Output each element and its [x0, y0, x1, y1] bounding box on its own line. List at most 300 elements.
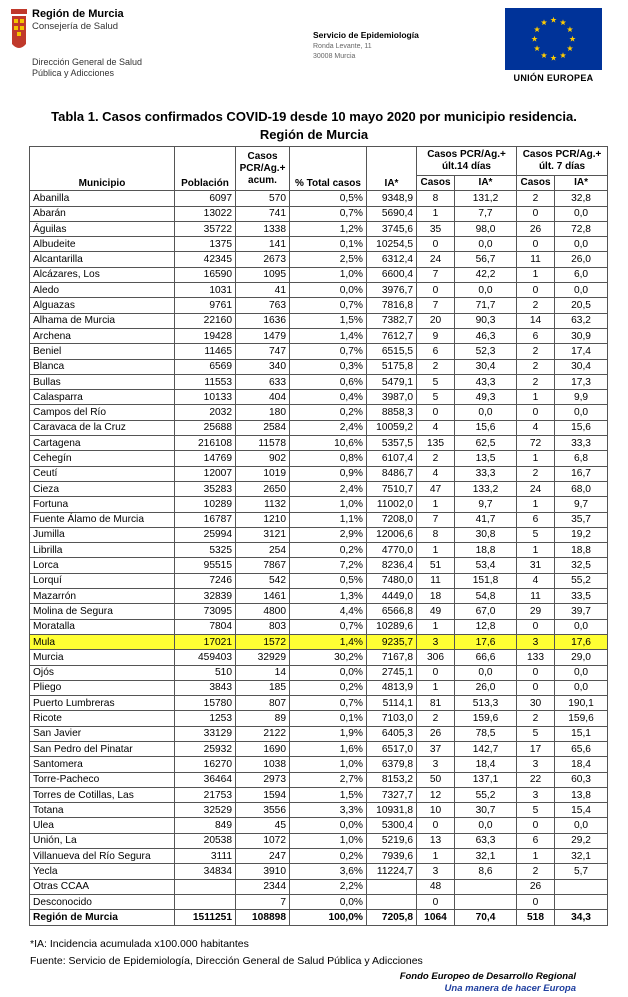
cell-pct-total: 0,9%: [290, 466, 367, 481]
table-row: [30, 894, 608, 909]
cell-pct-total: 0,2%: [290, 543, 367, 558]
cell-pct-total: 0,6%: [290, 374, 367, 389]
cell-ia: 8153,2: [367, 772, 417, 787]
cases-table: [29, 146, 608, 926]
cell-pct-total: 0,7%: [290, 619, 367, 634]
cell-casos-acum: 3556: [236, 803, 290, 818]
cell-poblacion: 35722: [175, 221, 236, 236]
cell-ia-14: 15,6: [455, 420, 517, 435]
cell-ia-7: 0,0: [555, 283, 608, 298]
cell-casos-14: 20: [417, 313, 455, 328]
cell-ia-14: 32,1: [455, 849, 517, 864]
cell-ia-7: 5,7: [555, 864, 608, 879]
service-address-line2: 30008 Murcia: [313, 53, 356, 60]
cell-municipio: Otras CCAA: [30, 879, 175, 894]
cell-casos-acum: 1572: [236, 634, 290, 649]
cell-casos-7: 0: [517, 894, 555, 909]
cell-pct-total: 0,1%: [290, 237, 367, 252]
cell-casos-7: 4: [517, 420, 555, 435]
cell-casos-acum: 1019: [236, 466, 290, 481]
cell-casos-7: 72: [517, 436, 555, 451]
cell-ia-7: [555, 894, 608, 909]
cell-ia-14: 159,6: [455, 711, 517, 726]
cell-ia-14: 62,5: [455, 436, 517, 451]
cell-municipio: Villanueva del Río Segura: [30, 849, 175, 864]
eu-flag-icon: [505, 8, 602, 70]
cell-pct-total: 3,3%: [290, 803, 367, 818]
cell-pct-total: 1,0%: [290, 757, 367, 772]
cell-ia: 10254,5: [367, 237, 417, 252]
org-directorate-line1: Dirección General de Salud: [32, 57, 143, 67]
cell-casos-14: 2: [417, 711, 455, 726]
service-address-line1: Ronda Levante, 11: [313, 43, 372, 50]
cell-ia-14: 70,4: [455, 910, 517, 925]
cell-ia: 9348,9: [367, 191, 417, 206]
cell-casos-14: 12: [417, 787, 455, 802]
cell-ia: 6312,4: [367, 252, 417, 267]
cell-ia-14: 49,3: [455, 390, 517, 405]
org-directorate-line2: Pública y Adicciones: [32, 68, 115, 78]
cell-pct-total: 1,5%: [290, 787, 367, 802]
cell-pct-total: 0,2%: [290, 680, 367, 695]
cell-ia-7: 13,8: [555, 787, 608, 802]
cell-ia-14: 42,2: [455, 267, 517, 282]
source-footnote: Fuente: Servicio de Epidemiología, Dirección General de Salud Pública y Adicciones: [30, 955, 423, 967]
cell-ia-7: 0,0: [555, 405, 608, 420]
cell-ia-14: 9,7: [455, 497, 517, 512]
cell-municipio: Torre-Pacheco: [30, 772, 175, 787]
cell-ia-7: 15,4: [555, 803, 608, 818]
table-row: [30, 237, 608, 252]
table-row: [30, 359, 608, 374]
table-row: [30, 619, 608, 634]
cell-ia: 5175,8: [367, 359, 417, 374]
cell-poblacion: 6569: [175, 359, 236, 374]
cell-ia: 8486,7: [367, 466, 417, 481]
cell-ia-14: 513,3: [455, 696, 517, 711]
cell-ia-14: 0,0: [455, 283, 517, 298]
cell-ia-14: 78,5: [455, 726, 517, 741]
feder-label: Fondo Europeo de Desarrollo Regional: [399, 971, 576, 982]
cell-ia-7: 0,0: [555, 619, 608, 634]
cell-ia-7: 39,7: [555, 604, 608, 619]
cell-casos-7: 2: [517, 298, 555, 313]
table-row: [30, 344, 608, 359]
cell-pct-total: 0,1%: [290, 711, 367, 726]
header-poblacion: Población: [175, 147, 236, 191]
cell-casos-acum: 542: [236, 573, 290, 588]
table-row: [30, 879, 608, 894]
cell-poblacion: [175, 894, 236, 909]
cell-casos-14: 2: [417, 359, 455, 374]
table-row: [30, 757, 608, 772]
cell-casos-acum: 741: [236, 206, 290, 221]
cell-ia-7: 0,0: [555, 206, 608, 221]
cell-casos-acum: 14: [236, 665, 290, 680]
header-ia: IA*: [367, 147, 417, 191]
cell-ia-7: 6,0: [555, 267, 608, 282]
cell-municipio: Ricote: [30, 711, 175, 726]
cell-ia: [367, 894, 417, 909]
cell-poblacion: 34834: [175, 864, 236, 879]
table-row: [30, 772, 608, 787]
cell-casos-14: 3: [417, 864, 455, 879]
cell-casos-14: 306: [417, 650, 455, 665]
cell-ia: 10289,6: [367, 619, 417, 634]
cell-casos-14: 37: [417, 741, 455, 756]
cell-poblacion: 5325: [175, 543, 236, 558]
cell-ia-7: 17,4: [555, 344, 608, 359]
cell-municipio: Abarán: [30, 206, 175, 221]
cell-pct-total: 0,4%: [290, 390, 367, 405]
cell-casos-14: 50: [417, 772, 455, 787]
cell-casos-acum: 763: [236, 298, 290, 313]
cell-ia-14: [455, 894, 517, 909]
cell-casos-7: 26: [517, 221, 555, 236]
cell-pct-total: 1,2%: [290, 221, 367, 236]
cell-ia: 3745,6: [367, 221, 417, 236]
cell-ia: 8858,3: [367, 405, 417, 420]
cell-poblacion: 216108: [175, 436, 236, 451]
cell-ia-7: 65,6: [555, 741, 608, 756]
cell-municipio: Águilas: [30, 221, 175, 236]
cell-poblacion: 1511251: [175, 910, 236, 925]
cell-casos-14: 9: [417, 328, 455, 343]
table-row: [30, 665, 608, 680]
cell-casos-14: 11: [417, 573, 455, 588]
cell-poblacion: 3111: [175, 849, 236, 864]
cell-ia: 4449,0: [367, 589, 417, 604]
cell-ia-14: 0,0: [455, 237, 517, 252]
cell-casos-14: 6: [417, 344, 455, 359]
table-row: [30, 221, 608, 236]
region-murcia-logo-icon: [10, 8, 28, 52]
cell-casos-acum: 902: [236, 451, 290, 466]
table-row: [30, 328, 608, 343]
cell-ia-14: 0,0: [455, 405, 517, 420]
cell-casos-7: 14: [517, 313, 555, 328]
table-row: [30, 864, 608, 879]
cell-ia-7: [555, 879, 608, 894]
cell-pct-total: 3,6%: [290, 864, 367, 879]
cell-casos-acum: 633: [236, 374, 290, 389]
cell-poblacion: 13022: [175, 206, 236, 221]
cell-ia-7: 29,2: [555, 833, 608, 848]
org-name: Región de Murcia: [32, 8, 124, 20]
cell-casos-14: 8: [417, 527, 455, 542]
cell-ia-7: 33,3: [555, 436, 608, 451]
cell-poblacion: 25932: [175, 741, 236, 756]
cell-casos-14: 7: [417, 298, 455, 313]
cell-casos-acum: 11578: [236, 436, 290, 451]
cell-casos-7: 2: [517, 864, 555, 879]
table-row: [30, 833, 608, 848]
cell-ia-7: 30,4: [555, 359, 608, 374]
cell-ia-14: 90,3: [455, 313, 517, 328]
cell-poblacion: 16590: [175, 267, 236, 282]
cell-casos-14: 8: [417, 191, 455, 206]
cell-municipio: Torres de Cotillas, Las: [30, 787, 175, 802]
cell-ia: 7816,8: [367, 298, 417, 313]
table-row: [30, 787, 608, 802]
cell-ia: 7103,0: [367, 711, 417, 726]
cell-poblacion: 16270: [175, 757, 236, 772]
cell-casos-14: 47: [417, 481, 455, 496]
cell-casos-acum: 1038: [236, 757, 290, 772]
cell-casos-7: 0: [517, 818, 555, 833]
cell-ia-14: 12,8: [455, 619, 517, 634]
cell-municipio: Calasparra: [30, 390, 175, 405]
cell-casos-7: 2: [517, 711, 555, 726]
cell-ia: 5114,1: [367, 696, 417, 711]
cell-municipio: Blanca: [30, 359, 175, 374]
cell-casos-14: 0: [417, 405, 455, 420]
cell-casos-acum: 141: [236, 237, 290, 252]
cell-casos-7: 133: [517, 650, 555, 665]
cell-ia-14: 26,0: [455, 680, 517, 695]
table-row: [30, 436, 608, 451]
table-row: [30, 543, 608, 558]
cell-casos-7: 26: [517, 879, 555, 894]
cell-casos-7: 1: [517, 497, 555, 512]
cell-ia-14: 142,7: [455, 741, 517, 756]
table-row: [30, 497, 608, 512]
cell-municipio: Murcia: [30, 650, 175, 665]
cell-casos-7: 30: [517, 696, 555, 711]
cell-poblacion: 1253: [175, 711, 236, 726]
cell-pct-total: 0,3%: [290, 359, 367, 374]
cell-ia-7: 0,0: [555, 665, 608, 680]
cell-ia-14: 151,8: [455, 573, 517, 588]
cell-casos-7: 3: [517, 634, 555, 649]
cell-casos-14: 5: [417, 374, 455, 389]
cell-poblacion: 21753: [175, 787, 236, 802]
cell-casos-14: 0: [417, 283, 455, 298]
table-row: [30, 910, 608, 925]
cell-casos-14: 49: [417, 604, 455, 619]
cell-poblacion: 73095: [175, 604, 236, 619]
cell-municipio: Moratalla: [30, 619, 175, 634]
cell-casos-14: 1: [417, 206, 455, 221]
table-row: [30, 741, 608, 756]
cell-ia-7: 0,0: [555, 818, 608, 833]
cell-casos-7: 0: [517, 619, 555, 634]
cell-municipio: Pliego: [30, 680, 175, 695]
cell-poblacion: 7246: [175, 573, 236, 588]
table-row: [30, 420, 608, 435]
header-group-14-days: Casos PCR/Ag.+ últ.14 días: [417, 147, 517, 176]
cell-pct-total: 0,5%: [290, 191, 367, 206]
cell-casos-14: 81: [417, 696, 455, 711]
cell-casos-acum: 1636: [236, 313, 290, 328]
cell-pct-total: 1,4%: [290, 328, 367, 343]
cell-casos-7: 17: [517, 741, 555, 756]
cell-municipio: Abanilla: [30, 191, 175, 206]
cell-casos-7: 2: [517, 359, 555, 374]
cell-pct-total: 10,6%: [290, 436, 367, 451]
cell-ia: 5300,4: [367, 818, 417, 833]
cell-municipio: Archena: [30, 328, 175, 343]
cell-casos-7: 22: [517, 772, 555, 787]
cell-ia-7: 19,2: [555, 527, 608, 542]
cell-casos-7: 6: [517, 512, 555, 527]
cell-casos-acum: 2122: [236, 726, 290, 741]
table-subtitle: Región de Murcia: [259, 127, 369, 142]
cell-casos-acum: 32929: [236, 650, 290, 665]
cell-casos-acum: 1338: [236, 221, 290, 236]
cell-casos-14: 35: [417, 221, 455, 236]
cell-ia-14: 131,2: [455, 191, 517, 206]
cell-ia: 7208,0: [367, 512, 417, 527]
cell-casos-14: 1: [417, 543, 455, 558]
cell-municipio: Campos del Río: [30, 405, 175, 420]
cell-ia: 2745,1: [367, 665, 417, 680]
cell-municipio: Bullas: [30, 374, 175, 389]
cell-casos-acum: 3910: [236, 864, 290, 879]
header-pct-total: % Total casos: [290, 147, 367, 191]
cell-ia-7: 32,8: [555, 191, 608, 206]
cell-ia-14: 137,1: [455, 772, 517, 787]
table-row: [30, 711, 608, 726]
cell-casos-14: 1064: [417, 910, 455, 925]
cell-ia-14: 63,3: [455, 833, 517, 848]
cell-poblacion: 33129: [175, 726, 236, 741]
cell-ia: 11224,7: [367, 864, 417, 879]
cell-ia-14: 52,3: [455, 344, 517, 359]
table-row: [30, 680, 608, 695]
cell-pct-total: 1,4%: [290, 634, 367, 649]
cell-poblacion: 17021: [175, 634, 236, 649]
cell-casos-14: 7: [417, 512, 455, 527]
cell-casos-7: 5: [517, 726, 555, 741]
table-row: [30, 634, 608, 649]
cell-ia-7: 30,9: [555, 328, 608, 343]
cell-ia-7: 6,8: [555, 451, 608, 466]
cell-casos-acum: 247: [236, 849, 290, 864]
cell-casos-14: 48: [417, 879, 455, 894]
cell-casos-14: 0: [417, 665, 455, 680]
cell-poblacion: 25688: [175, 420, 236, 435]
cell-ia-14: 30,7: [455, 803, 517, 818]
cell-poblacion: 12007: [175, 466, 236, 481]
cell-ia-7: 34,3: [555, 910, 608, 925]
cell-municipio: San Javier: [30, 726, 175, 741]
cell-casos-14: 1: [417, 849, 455, 864]
cell-pct-total: 0,0%: [290, 665, 367, 680]
cell-municipio: Librilla: [30, 543, 175, 558]
cell-municipio: Unión, La: [30, 833, 175, 848]
cell-ia: 6107,4: [367, 451, 417, 466]
header-casos-acum: Casos PCR/Ag.+ acum.: [236, 147, 290, 191]
cell-ia: 9235,7: [367, 634, 417, 649]
cell-municipio: Ulea: [30, 818, 175, 833]
cell-casos-7: 5: [517, 803, 555, 818]
cell-pct-total: 1,0%: [290, 833, 367, 848]
cell-ia-14: 18,4: [455, 757, 517, 772]
cell-pct-total: 0,2%: [290, 849, 367, 864]
cell-poblacion: 510: [175, 665, 236, 680]
cell-casos-14: 4: [417, 466, 455, 481]
cell-casos-acum: 2584: [236, 420, 290, 435]
cell-poblacion: 16787: [175, 512, 236, 527]
table-row: [30, 527, 608, 542]
cell-casos-acum: 1072: [236, 833, 290, 848]
cell-poblacion: 1375: [175, 237, 236, 252]
cell-ia-14: 46,3: [455, 328, 517, 343]
cell-casos-acum: 1132: [236, 497, 290, 512]
cell-ia: 8236,4: [367, 558, 417, 573]
cell-ia-14: 56,7: [455, 252, 517, 267]
cell-ia-14: 33,3: [455, 466, 517, 481]
cell-ia-7: 35,7: [555, 512, 608, 527]
cell-casos-acum: 1461: [236, 589, 290, 604]
cell-casos-7: 1: [517, 390, 555, 405]
cell-ia-7: 33,5: [555, 589, 608, 604]
cell-ia: 3987,0: [367, 390, 417, 405]
cell-ia-14: 53,4: [455, 558, 517, 573]
cell-pct-total: 2,2%: [290, 879, 367, 894]
cell-casos-acum: 1210: [236, 512, 290, 527]
header-casos-14: Casos: [417, 176, 455, 191]
cell-ia-7: 32,5: [555, 558, 608, 573]
cell-municipio: Alcantarilla: [30, 252, 175, 267]
table-row: [30, 726, 608, 741]
cell-pct-total: 0,0%: [290, 283, 367, 298]
table-row: [30, 650, 608, 665]
cell-casos-acum: 185: [236, 680, 290, 695]
cell-ia-7: 18,8: [555, 543, 608, 558]
cell-poblacion: 20538: [175, 833, 236, 848]
cell-ia-7: 29,0: [555, 650, 608, 665]
cell-casos-7: 1: [517, 543, 555, 558]
cell-ia: 7205,8: [367, 910, 417, 925]
table-row: [30, 849, 608, 864]
cell-ia: 3976,7: [367, 283, 417, 298]
cell-pct-total: 2,4%: [290, 420, 367, 435]
cell-casos-acum: 747: [236, 344, 290, 359]
cell-casos-7: 2: [517, 344, 555, 359]
cell-poblacion: 3843: [175, 680, 236, 695]
header-group-7-days: Casos PCR/Ag.+ últ. 7 días: [517, 147, 608, 176]
cell-casos-acum: 1095: [236, 267, 290, 282]
cell-ia-7: 60,3: [555, 772, 608, 787]
cell-ia: 6566,8: [367, 604, 417, 619]
cell-ia-7: 32,1: [555, 849, 608, 864]
cell-pct-total: 2,4%: [290, 481, 367, 496]
cell-casos-acum: 1690: [236, 741, 290, 756]
cell-casos-acum: 41: [236, 283, 290, 298]
cell-casos-7: 0: [517, 665, 555, 680]
cell-casos-7: 3: [517, 787, 555, 802]
cell-casos-7: 6: [517, 833, 555, 848]
cell-pct-total: 1,0%: [290, 267, 367, 282]
cell-ia-14: 0,0: [455, 665, 517, 680]
cell-pct-total: 0,7%: [290, 298, 367, 313]
cell-municipio: Caravaca de la Cruz: [30, 420, 175, 435]
cell-casos-acum: 803: [236, 619, 290, 634]
cell-ia: 4813,9: [367, 680, 417, 695]
cell-ia-14: 54,8: [455, 589, 517, 604]
cell-municipio: Santomera: [30, 757, 175, 772]
cell-municipio: Lorquí: [30, 573, 175, 588]
header-ia-7: IA*: [555, 176, 608, 191]
cell-municipio: Alhama de Murcia: [30, 313, 175, 328]
cell-casos-acum: 2650: [236, 481, 290, 496]
cell-ia-14: 0,0: [455, 818, 517, 833]
service-name: Servicio de Epidemiología: [313, 30, 419, 40]
cell-poblacion: 11553: [175, 374, 236, 389]
cell-ia-14: 67,0: [455, 604, 517, 619]
